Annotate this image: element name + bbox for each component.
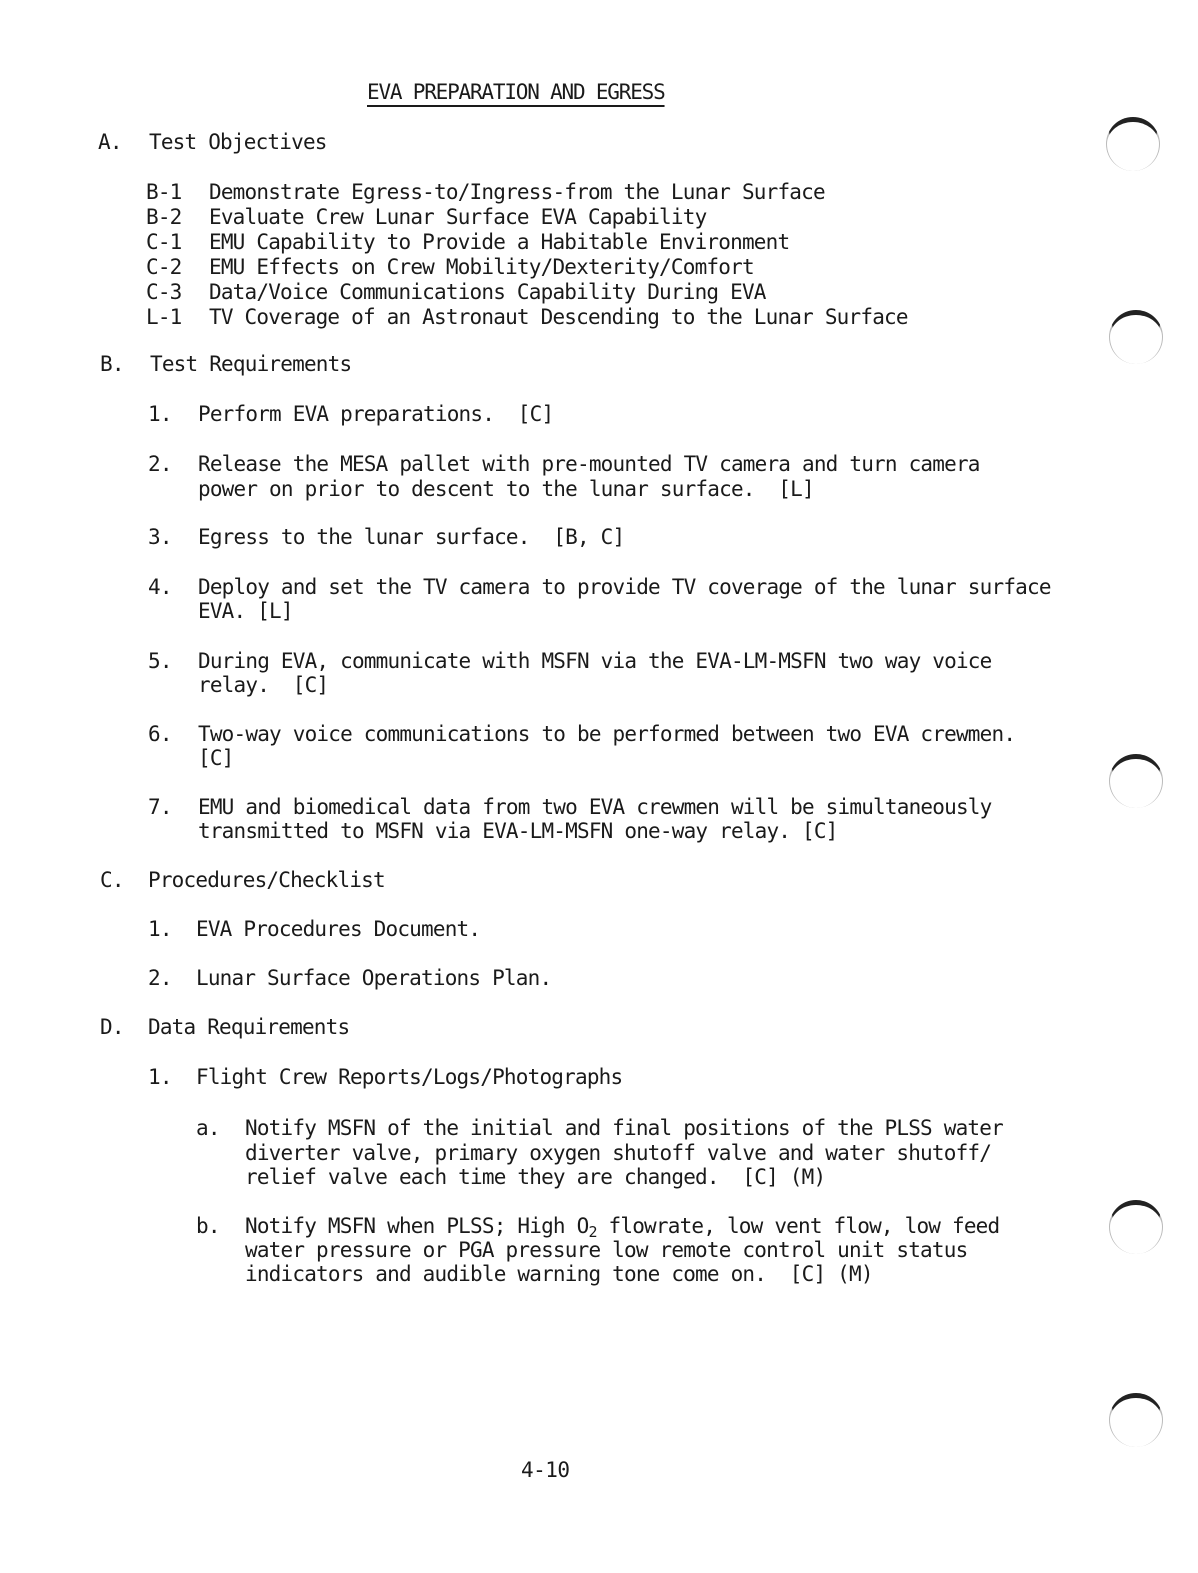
subitem-text: diverter valve, primary oxygen shutoff valve and water shutoff/ — [245, 1141, 992, 1165]
subitem-text-pre: Notify MSFN when PLSS; High O — [245, 1214, 589, 1238]
objective-text: EMU Effects on Crew Mobility/Dexterity/Comfort — [209, 255, 754, 279]
objective-text: TV Coverage of an Astronaut Descending to the Lunar Surface — [209, 305, 908, 329]
requirement-text: Egress to the lunar surface. [B, C] — [198, 525, 625, 549]
subitem-text-post: flowrate, low vent flow, low feed — [596, 1214, 1000, 1238]
section-c-letter: C. — [100, 868, 124, 892]
binder-hole-icon — [1109, 310, 1163, 364]
subitem-text: water pressure or PGA pressure low remote control unit status — [245, 1238, 968, 1262]
subitem-letter: b. — [196, 1214, 220, 1238]
binder-hole-icon — [1106, 117, 1160, 171]
binder-hole-icon — [1109, 1393, 1163, 1447]
procedure-number: 1. — [148, 917, 172, 941]
requirement-text: Two-way voice communications to be performed between two EVA crewmen. — [198, 722, 1016, 746]
objective-code: B-2 — [146, 205, 182, 229]
section-d-heading: Data Requirements — [148, 1015, 350, 1039]
requirement-text: [C] — [198, 746, 234, 770]
subitem-letter: a. — [196, 1116, 220, 1140]
binder-hole-icon — [1109, 754, 1163, 808]
data-requirement-number: 1. — [148, 1065, 172, 1089]
objective-code: C-3 — [146, 280, 182, 304]
section-c-heading: Procedures/Checklist — [148, 868, 385, 892]
section-a-letter: A. — [98, 130, 122, 154]
requirement-text: During EVA, communicate with MSFN via the EVA-LM-MSFN two way voice — [198, 649, 992, 673]
data-requirement-text: Flight Crew Reports/Logs/Photographs — [196, 1065, 623, 1089]
objective-code: L-1 — [146, 305, 182, 329]
page-number: 4-10 — [521, 1458, 570, 1482]
requirement-text: Release the MESA pallet with pre-mounted TV camera and turn camera — [198, 452, 980, 476]
requirement-text: Perform EVA preparations. [C] — [198, 402, 554, 426]
page-title: EVA PREPARATION AND EGRESS — [367, 80, 665, 104]
objective-code: B-1 — [146, 180, 182, 204]
requirement-number: 6. — [148, 722, 172, 746]
requirement-text: transmitted to MSFN via EVA-LM-MSFN one-way relay. [C] — [198, 819, 838, 843]
requirement-number: 4. — [148, 575, 172, 599]
requirement-text: EMU and biomedical data from two EVA crewmen will be simultaneously — [198, 795, 992, 819]
requirement-text: EVA. [L] — [198, 599, 293, 623]
objective-code: C-2 — [146, 255, 182, 279]
requirement-number: 7. — [148, 795, 172, 819]
objective-text: Evaluate Crew Lunar Surface EVA Capability — [209, 205, 707, 229]
binder-hole-icon — [1109, 1200, 1163, 1254]
objective-text: Data/Voice Communications Capability During EVA — [209, 280, 766, 304]
requirement-number: 5. — [148, 649, 172, 673]
requirement-text: Deploy and set the TV camera to provide TV coverage of the lunar surface — [198, 575, 1051, 599]
subscript-2: 2 — [588, 1223, 597, 1241]
objective-text: Demonstrate Egress-to/Ingress-from the Lunar Surface — [209, 180, 825, 204]
section-d-letter: D. — [100, 1015, 124, 1039]
section-a-heading: Test Objectives — [149, 130, 327, 154]
subitem-text: relief valve each time they are changed. [C] (M) — [245, 1165, 826, 1189]
section-b-letter: B. — [100, 352, 124, 376]
subitem-text: indicators and audible warning tone come on. [C] (M) — [245, 1262, 873, 1286]
procedure-text: EVA Procedures Document. — [196, 917, 481, 941]
subitem-text: Notify MSFN of the initial and final positions of the PLSS water — [245, 1116, 1003, 1140]
procedure-text: Lunar Surface Operations Plan. — [196, 966, 552, 990]
procedure-number: 2. — [148, 966, 172, 990]
requirement-number: 1. — [148, 402, 172, 426]
requirement-number: 3. — [148, 525, 172, 549]
objective-code: C-1 — [146, 230, 182, 254]
section-b-heading: Test Requirements — [150, 352, 352, 376]
requirement-text: relay. [C] — [198, 673, 329, 697]
requirement-number: 2. — [148, 452, 172, 476]
objective-text: EMU Capability to Provide a Habitable Environment — [209, 230, 790, 254]
requirement-text: power on prior to descent to the lunar surface. [L] — [198, 477, 814, 501]
